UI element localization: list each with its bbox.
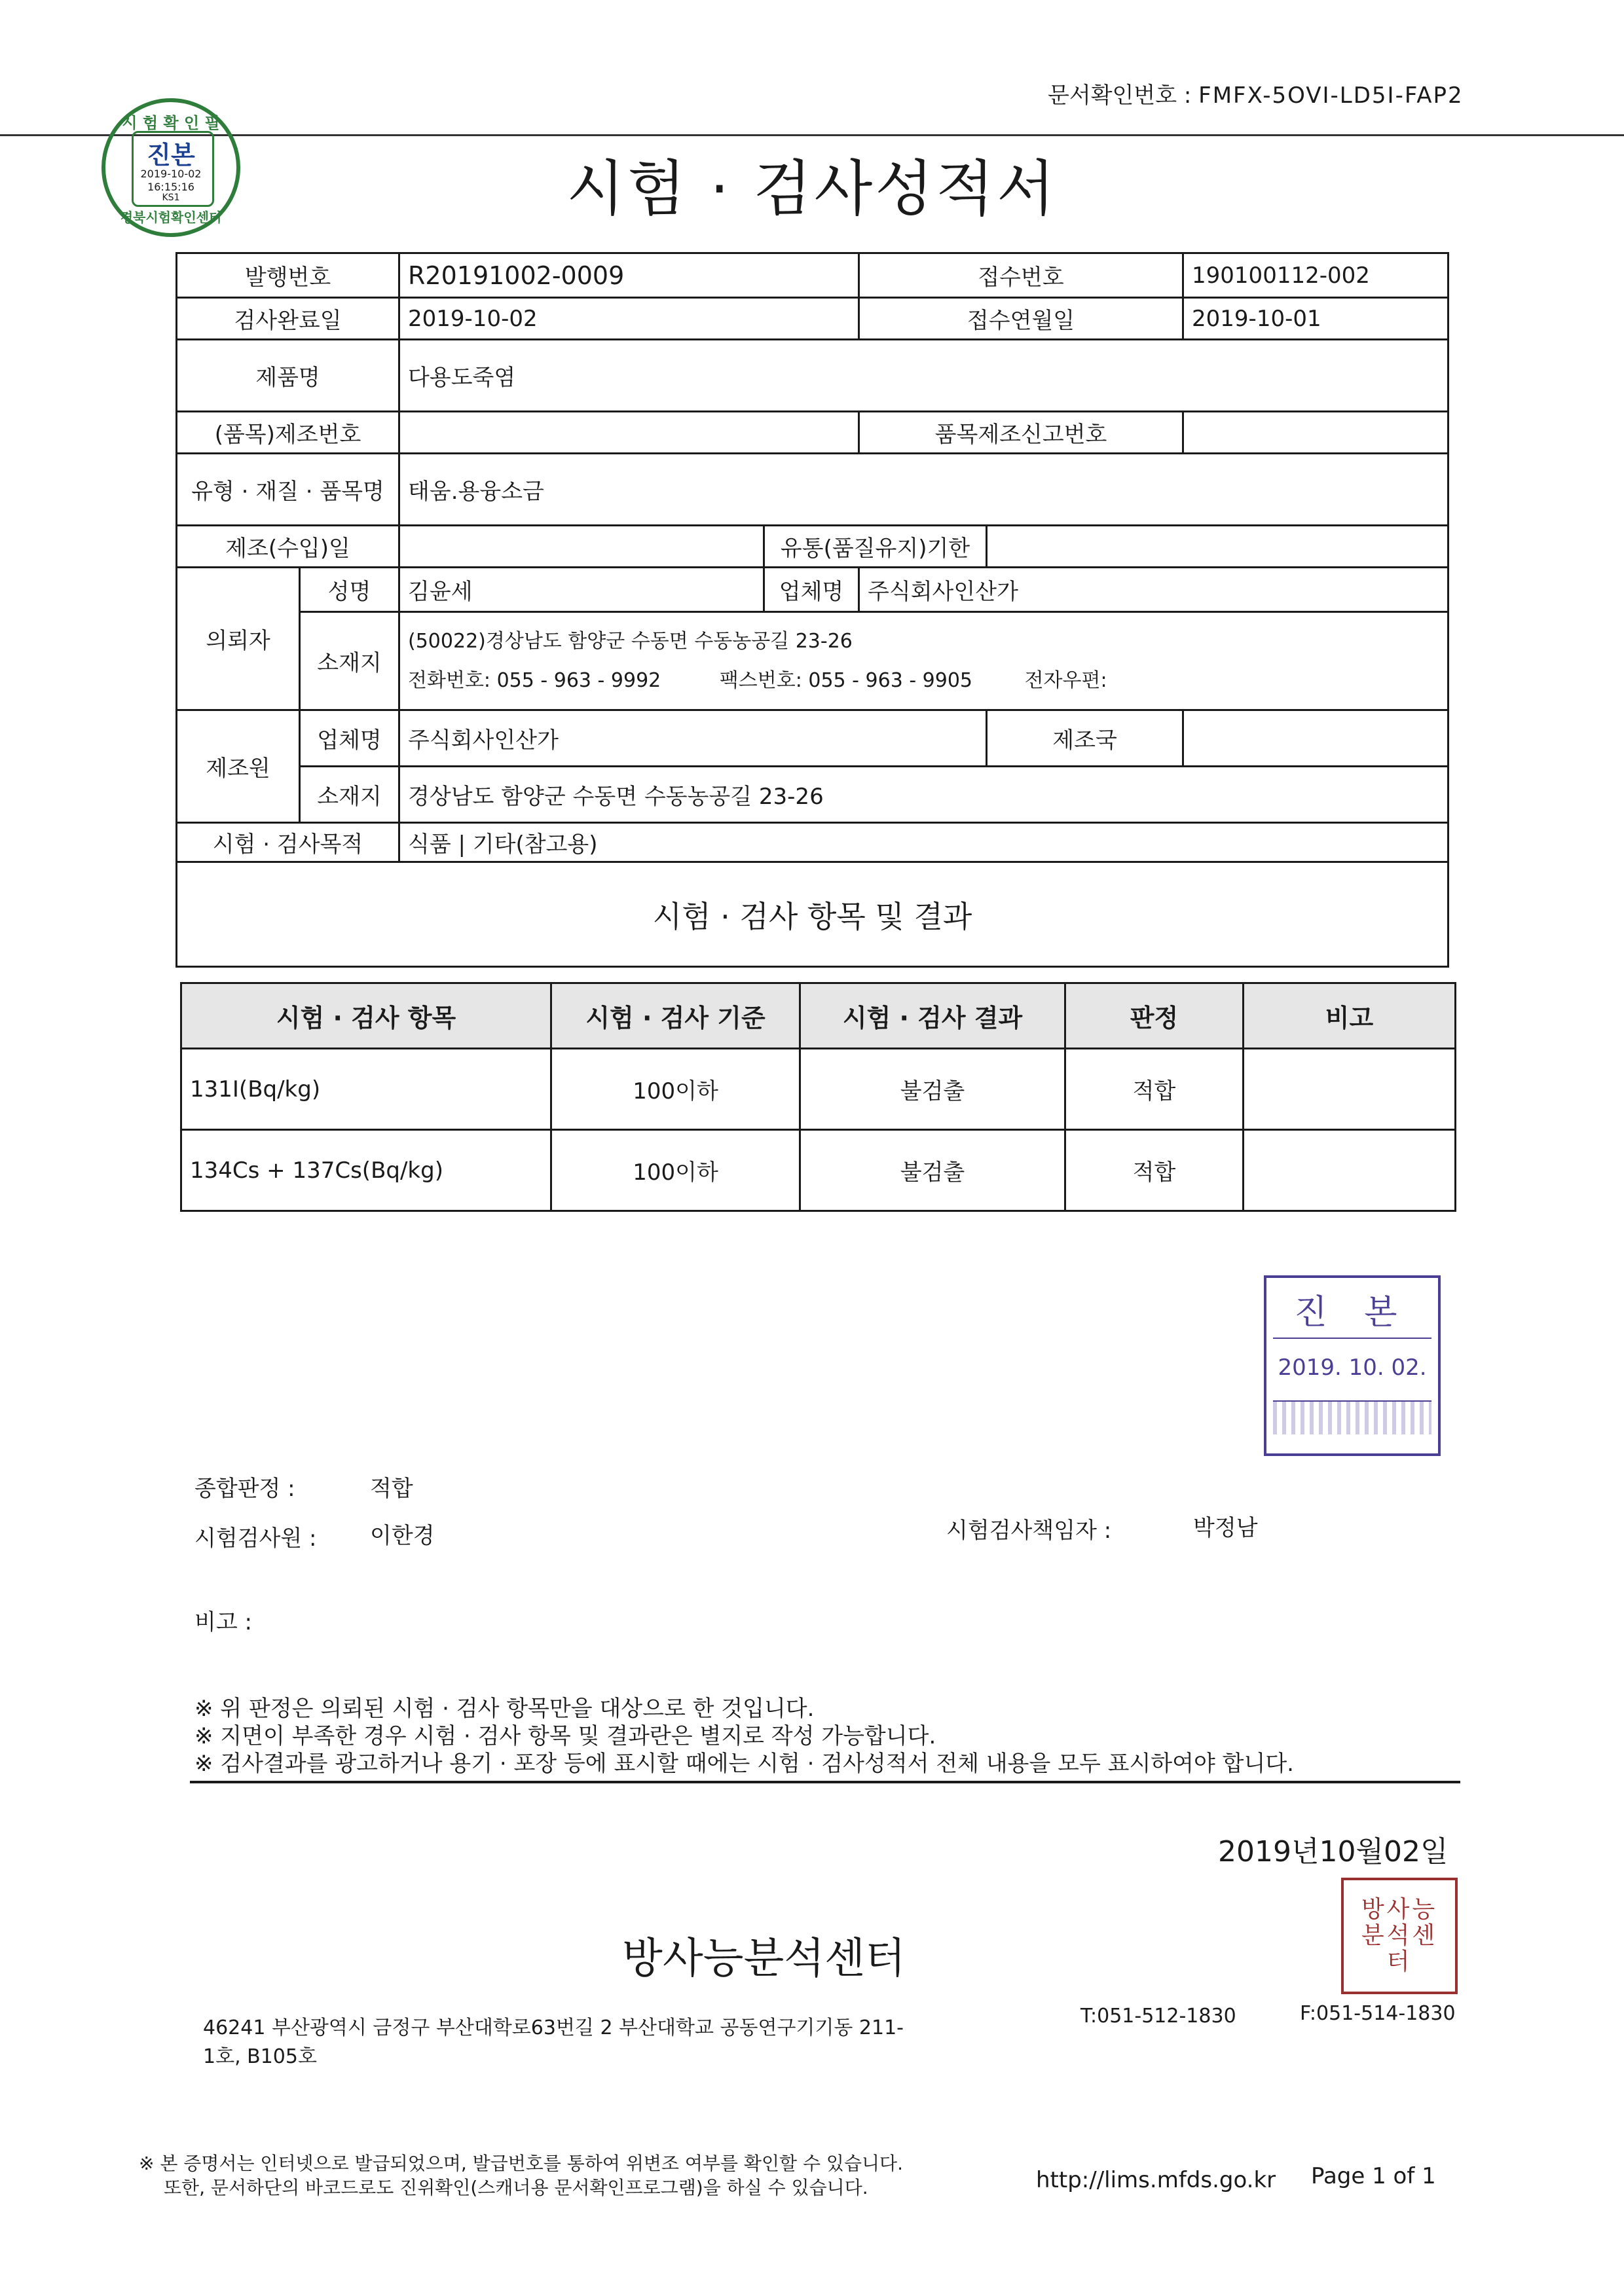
issue-date: 2019년10월02일	[1218, 1835, 1449, 1868]
footer-note-1: ※ 본 증명서는 인터넷으로 발급되었으며, 발급번호를 통하여 위변조 여부를 확인할 수 있습니다.	[139, 2153, 903, 2174]
client-address-cell	[399, 612, 1449, 710]
top-rule	[0, 134, 1624, 136]
maker-address: 경상남도 함양군 수동면 수동농공길 23-26	[399, 767, 1449, 823]
note-2: ※ 지면이 부족한 경우 시험 · 검사 항목 및 결과란은 별지로 작성 가능합니다.	[194, 1723, 936, 1749]
manager-label: 시험검사책임자 :	[946, 1518, 1112, 1544]
stamp-text: 진 본	[1294, 1293, 1411, 1332]
maker-address-label: 소재지	[300, 767, 399, 823]
results-section-title: 시험 · 검사 항목 및 결과	[177, 862, 1449, 967]
country-value	[1183, 710, 1449, 767]
row-remark	[1244, 1049, 1456, 1130]
row-result: 불검출	[800, 1130, 1065, 1211]
issue-no-label: 발행번호	[177, 253, 399, 298]
center-tel: T:051-512-1830	[1080, 2005, 1236, 2028]
client-address-label: 소재지	[300, 612, 399, 710]
receipt-date-label: 접수연월일	[859, 298, 1183, 340]
original-stamp	[1264, 1275, 1441, 1456]
client-email: 전자우편:	[1024, 668, 1107, 692]
receipt-date: 2019-10-01	[1183, 298, 1449, 340]
type-label: 유형 · 재질 · 품목명	[177, 454, 399, 526]
row-remark	[1244, 1130, 1456, 1211]
header-judgment: 판정	[1065, 983, 1244, 1049]
footer-url: http://lims.mfds.go.kr	[1036, 2167, 1276, 2193]
mfg-no	[399, 412, 859, 454]
page-title: 시험 · 검사성적서	[566, 154, 1058, 224]
type-value: 태움.용융소금	[399, 454, 1449, 526]
issue-no: R20191002-0009	[399, 253, 859, 298]
row-item: 134Cs + 137Cs(Bq/kg)	[181, 1130, 551, 1211]
complete-date: 2019-10-02	[399, 298, 859, 340]
country-label: 제조국	[987, 710, 1183, 767]
complete-date-label: 검사완료일	[177, 298, 399, 340]
overall-judgment: 적합	[370, 1476, 413, 1502]
client-label: 의뢰자	[177, 568, 300, 710]
seal-main-text: 진본	[147, 141, 195, 170]
remarks-label: 비고 :	[194, 1609, 252, 1635]
info-table	[175, 252, 1449, 968]
maker-company: 주식회사인산가	[399, 710, 987, 767]
purpose-label: 시험 · 검사목적	[177, 823, 399, 862]
seal-bottom-text: 경북시험확인센터	[120, 210, 222, 225]
doc-confirm-number	[1048, 77, 1464, 109]
center-address-line2: 1호, B105호	[203, 2045, 317, 2068]
header-standard: 시험 · 검사 기준	[551, 983, 800, 1049]
seal-top-text: 시 험 확 인 필	[122, 114, 220, 132]
client-fax: 팩스번호: 055 - 963 - 9905	[719, 668, 973, 692]
client-company: 주식회사인산가	[859, 568, 1449, 612]
receipt-no: 190100112-002	[1183, 253, 1449, 298]
row-standard: 100이하	[551, 1130, 800, 1211]
row-judgment: 적합	[1065, 1130, 1244, 1211]
mfg-date-label: 제조(수입)일	[177, 526, 399, 568]
stamp-date: 2019. 10. 02.	[1278, 1355, 1427, 1381]
note-1: ※ 위 판정은 의뢰된 시험 · 검사 항목만을 대상으로 한 것입니다.	[194, 1696, 815, 1722]
manager-name: 박정남	[1193, 1515, 1258, 1541]
doc-confirm-value: FMFX-5OVI-LD5I-FAP2	[1198, 82, 1464, 109]
notes-divider	[190, 1781, 1460, 1783]
client-name: 김윤세	[399, 568, 764, 612]
footer-page: Page 1 of 1	[1311, 2163, 1436, 2189]
center-fax: F:051-514-1830	[1300, 2002, 1456, 2025]
table-row	[181, 1130, 1456, 1211]
product-label: 제품명	[177, 340, 399, 412]
expiry-value	[987, 526, 1449, 568]
row-result: 불검출	[800, 1049, 1065, 1130]
expiry-label: 유통(품질유지)기한	[764, 526, 987, 568]
header-remark: 비고	[1244, 983, 1456, 1049]
center-address-line1: 46241 부산광역시 금정구 부산대학로63번길 2 부산대학교 공동연구기기동 211-	[203, 2016, 904, 2039]
seal-date: 2019-10-02	[140, 168, 202, 180]
receipt-no-label: 접수번호	[859, 253, 1183, 298]
seal-time: 16:15:16	[147, 181, 194, 193]
header-item: 시험 · 검사 항목	[181, 983, 551, 1049]
purpose-value: 식품 | 기타(참고용)	[399, 823, 1449, 862]
mfg-date	[399, 526, 764, 568]
row-standard: 100이하	[551, 1049, 800, 1130]
center-name: 방사능분석센터	[622, 1935, 906, 1983]
table-row	[181, 1049, 1456, 1130]
report-no	[1183, 412, 1449, 454]
center-seal	[1341, 1878, 1458, 1994]
client-address: (50022)경상남도 함양군 수동면 수동농공길 23-26	[408, 629, 853, 653]
overall-judgment-label: 종합판정 :	[194, 1476, 295, 1502]
mfg-no-label: (품목)제조번호	[177, 412, 399, 454]
product-name: 다용도죽염	[399, 340, 1449, 412]
client-name-label: 성명	[300, 568, 399, 612]
footer-note-2: 또한, 문서하단의 바코드로도 진위확인(스캐너용 문서확인프로그램)을 하실 수 있습니다.	[164, 2177, 868, 2198]
seal-code: KS1	[162, 192, 180, 203]
client-contact	[408, 661, 1439, 701]
maker-company-label: 업체명	[300, 710, 399, 767]
row-item: 131I(Bq/kg)	[181, 1049, 551, 1130]
doc-confirm-label: 문서확인번호 :	[1048, 82, 1192, 109]
report-no-label: 품목제조신고번호	[859, 412, 1183, 454]
maker-label: 제조원	[177, 710, 300, 823]
client-phone: 전화번호: 055 - 963 - 9992	[408, 668, 661, 692]
results-table	[180, 982, 1456, 1212]
client-company-label: 업체명	[764, 568, 859, 612]
note-3: ※ 검사결과를 광고하거나 용기 · 포장 등에 표시할 때에는 시험 · 검사성적서 전체 내용을 모두 표시하여야 합니다.	[194, 1751, 1294, 1777]
header-result: 시험 · 검사 결과	[800, 983, 1065, 1049]
row-judgment: 적합	[1065, 1049, 1244, 1130]
inspector-name: 이한경	[370, 1523, 435, 1549]
inspector-label: 시험검사원 :	[194, 1525, 317, 1552]
center-seal-text: 방사능분석센터	[1361, 1896, 1438, 1975]
